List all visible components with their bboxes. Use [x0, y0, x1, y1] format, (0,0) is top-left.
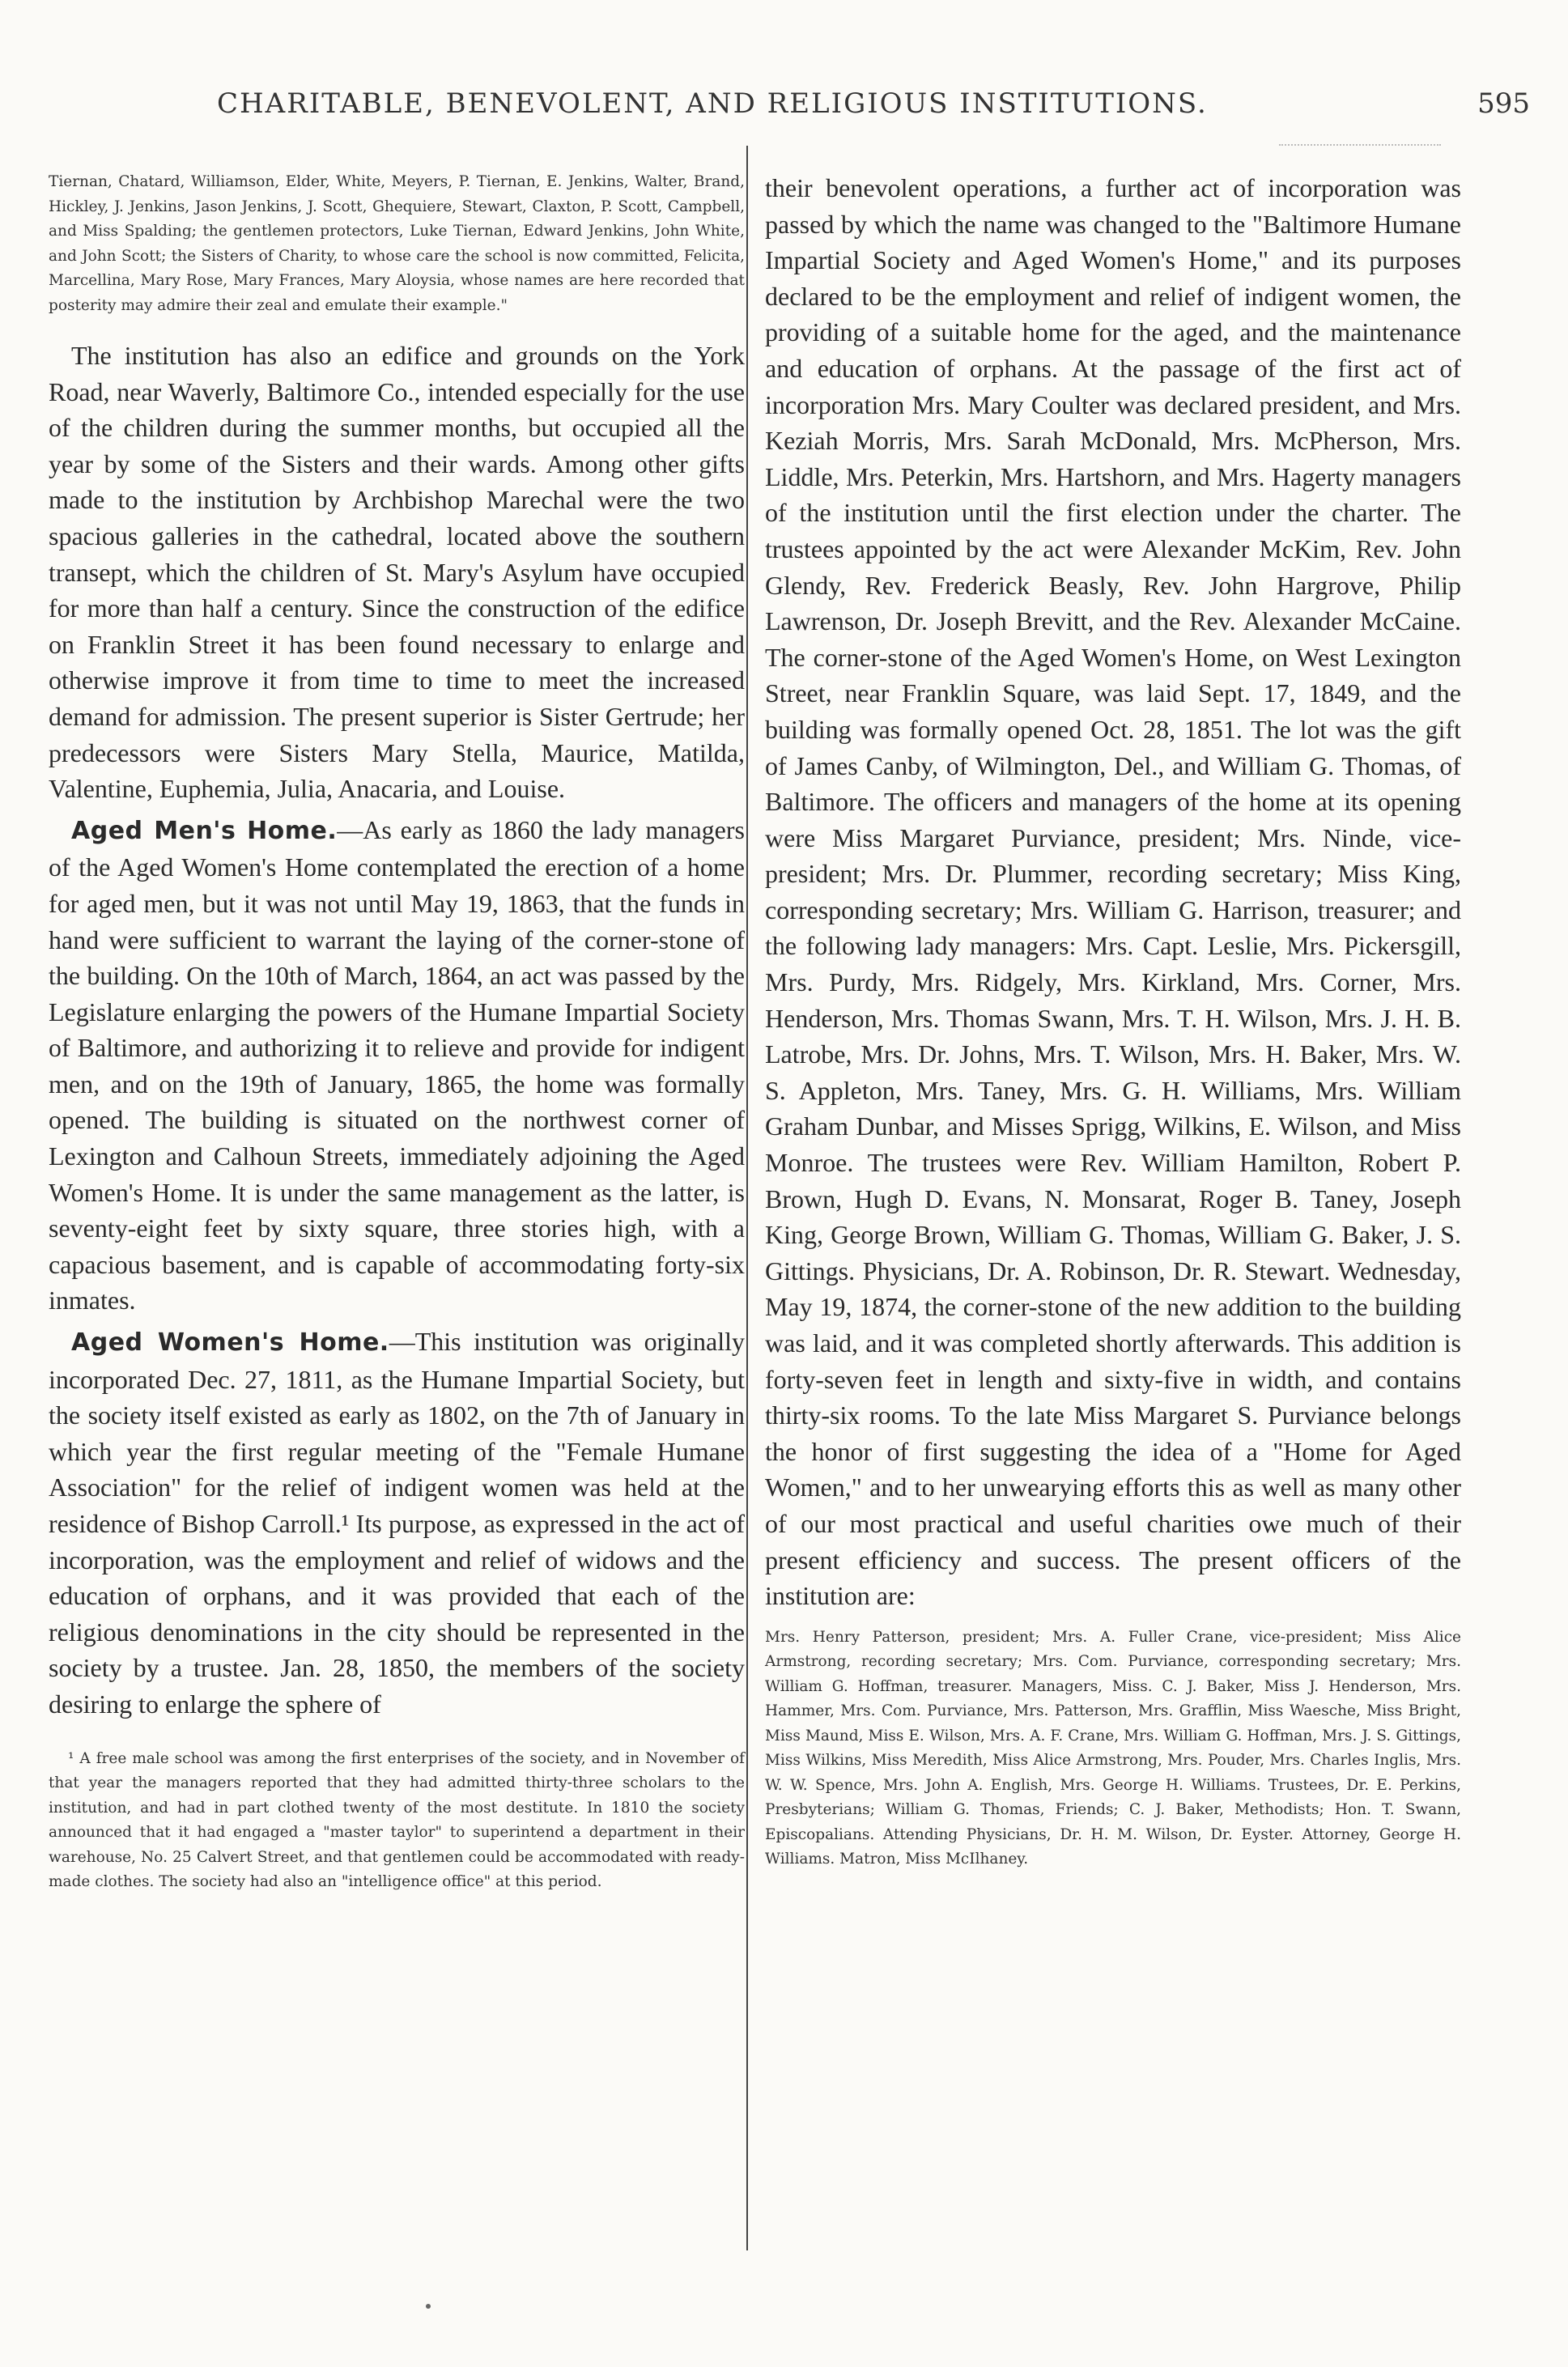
- running-head: CHARITABLE, BENEVOLENT, AND RELIGIOUS INSTITUTIONS.: [217, 87, 1208, 120]
- print-speck: [426, 2304, 431, 2309]
- footnote: ¹ A free male school was among the first enterprises of the society, and in November of that year the managers reported that they had admitted thirty-three scholars to the institution, and had in part clothed twenty of the most destitute. In 1810 the society announced that it had engaged a "master taylor" to superintend a department in their warehouse, No. 25 Calvert Street, and that gentlemen could be accommodated with ready-made clothes. The society had also an "intelligence office" at this period.: [49, 1749, 745, 1891]
- page-number: 595: [1477, 87, 1530, 120]
- paragraph-institution-grounds: The institution has also an edifice and grounds on the York Road, near Waverly, Baltimore Co., intended especially for the use of the children during the summer months, but occupied all the year by some of the Sisters and their wards. Among other gifts made to the institution by Archbishop Marechal were the two spacious galleries in the cathedral, located above the southern transept, which the children of St. Mary's Asylum have occupied for more than half a century. Since the construction of the edifice on Franklin Street it has been found necessary to enlarge and otherwise improve it from time to time to meet the increased demand for admission. The present superior is Sister Gertrude; her predecessors were Sisters Mary Stella, Maurice, Matilda, Valentine, Euphemia, Julia, Anacaria, and Louise.: [49, 341, 745, 804]
- section-heading-aged-womens-home: Aged Women's Home.: [71, 1328, 389, 1358]
- header-rule: [1279, 144, 1441, 146]
- paragraph-continuation: their benevolent operations, a further act of incorporation was passed by which the name was changed to the "Baltimore Humane Impartial Society and Aged Women's Home," and its purposes declared to be the employment and relief of indigent women, the providing of a suitable home for the aged, and the maintenance and education of orphans. At the passage of the first act of incorporation Mrs. Mary Coulter was declared president, and Mrs. Keziah Morris, Mrs. Sarah McDonald, Mrs. McPherson, Mrs. Liddle, Mrs. Peterkin, Mrs. Hartshorn, and Mrs. Hagerty managers of the institution until the first election under the charter. The trustees appointed by the act were Alexander McKim, Rev. John Glendy, Rev. Frederick Beasly, Rev. John Hargrove, Philip Lawrenson, Dr. Joseph Brevitt, and the Rev. Alexander McCaine. The corner-stone of the Aged Women's Home, on West Lexington Street, near Franklin Square, was laid Sept. 17, 1849, and the building was formally opened Oct. 28, 1851. The lot was the gift of James Canby, of Wilmington, Del., and William G. Thomas, of Baltimore. The officers and managers of the home at its opening were Miss Margaret Purviance, president; Mrs. Ninde, vice-president; Mrs. Dr. Plummer, recording secretary; Miss King, corresponding secretary; Mrs. William G. Harrison, treasurer; and the following lady managers: Mrs. Capt. Leslie, Mrs. Pickersgill, Mrs. Purdy, Mrs. Ridgely, Mrs. Kirkland, Mrs. Corner, Mrs. Henderson, Mrs. Thomas Swann, Mrs. T. H. Wilson, Mrs. J. H. B. Latrobe, Mrs. Dr. Johns, Mrs. T. Wilson, Mrs. H. Baker, Mrs. W. S. Appleton, Mrs. Taney, Mrs. G. H. Williams, Mrs. William Graham Dunbar, and Misses Sprigg, Wilkins, E. Wilson, and Miss Monroe. The trustees were Rev. William Hamilton, Robert P. Brown, Hugh D. Evans, N. Monsarat, Roger B. Taney, Joseph King, George Brown, William G. Thomas, William G. Baker, J. S. Gittings. Physicians, Dr. A. Robinson, Dr. R. Stewart. Wednesday, May 19, 1874, the corner-stone of the new addition to the building was laid, and it was completed shortly afterwards. This addition is forty-seven feet in length and sixty-five in width, and contains thirty-six rooms. To the late Miss Margaret S. Purviance belongs the honor of first suggesting the idea of a "Home for Aged Women," and to her unwearying efforts this as well as many other of our most practical and useful charities owe much of their present efficiency and success. The present officers of the institution are:: [765, 173, 1461, 1611]
- page-header: [49, 87, 1530, 136]
- left-column: [49, 170, 745, 1910]
- aged-womens-home-text: —This institution was originally incorporated Dec. 27, 1811, as the Humane Impartial Society, but the society itself existed as early as 1802, on the 7th of January in which year the first regular meeting of the "Female Humane Association" for the relief of indigent women was held at the residence of Bishop Carroll.¹ Its purpose, as expressed in the act of incorporation, was the employment and relief of widows and the education of orphans, and it was provided that each of the religious denominations in the city should be represented in the society by a trustee. Jan. 28, 1850, the members of the society desiring to enlarge the sphere of: [49, 1327, 746, 1719]
- aged-mens-home-text: —As early as 1860 the lady managers of the Aged Women's Home contemplated the erection of a home for aged men, but it was not until May 19, 1863, that the funds in hand were sufficient to warrant the laying of the corner-stone of the building. On the 10th of March, 1864, an act was passed by the Legislature enlarging the powers of the Humane Impartial Society of Baltimore, and authorizing it to relieve and provide for indigent men, and on the 19th of January, 1865, the home was formally opened. The building is situated on the northwest corner of Lexington and Calhoun Streets, immediately adjoining the Aged Women's Home. It is under the same management as the latter, is seventy-eight feet by sixty square, three stories high, with a capacious basement, and is capable of accommodating forty-six inmates.: [49, 814, 745, 1315]
- present-officers-list: Mrs. Henry Patterson, president; Mrs. A. Fuller Crane, vice-president; Miss Alice Armstrong, recording secretary; Mrs. Com. Purviance, corresponding secretary; Mrs. William G. Hoffman, treasurer. Managers, Miss. C. J. Baker, Miss J. Henderson, Mrs. Hammer, Mrs. Com. Purviance, Mrs. Patterson, Mrs. Grafflin, Miss Waesche, Miss Bright, Miss Maund, Miss E. Wilson, Mrs. A. F. Crane, Mrs. William G. Hoffman, Mrs. J. S. Gittings, Miss Wilkins, Miss Meredith, Miss Alice Armstrong, Mrs. Pouder, Mrs. Charles Inglis, Mrs. W. W. Spence, Mrs. John A. English, Mrs. George H. Williams. Trustees, Dr. E. Perkins, Presbyterians; William G. Thomas, Friends; C. J. Baker, Methodists; Hon. T. Swann, Episcopalians. Attending Physicians, Dr. H. M. Wilson, Dr. Eyster. Attorney, George H. Williams. Matron, Miss McIlhaney.: [765, 1628, 1461, 1868]
- quote-continuation: Tiernan, Chatard, Williamson, Elder, White, Meyers, P. Tiernan, E. Jenkins, Walter, Brand, Hickley, J. Jenkins, Jason Jenkins, J. Scott, Ghequiere, Stewart, Claxton, P. Scott, Campbell, and Miss Spalding; the gentlemen protectors, Luke Tiernan, Edward Jenkins, John White, and John Scott; the Sisters of Charity, to whose care the school is now committed, Felicita, Marcellina, Mary Rose, Mary Frances, Mary Aloysia, whose names are here recorded that posterity may admire their zeal and emulate their example.": [49, 173, 745, 314]
- column-divider: [746, 146, 748, 2250]
- right-column: [765, 170, 1461, 1887]
- paragraph-aged-mens-home: [49, 812, 745, 1319]
- paragraph-aged-womens-home: [49, 1324, 745, 1723]
- section-heading-aged-mens-home: Aged Men's Home.: [71, 816, 338, 845]
